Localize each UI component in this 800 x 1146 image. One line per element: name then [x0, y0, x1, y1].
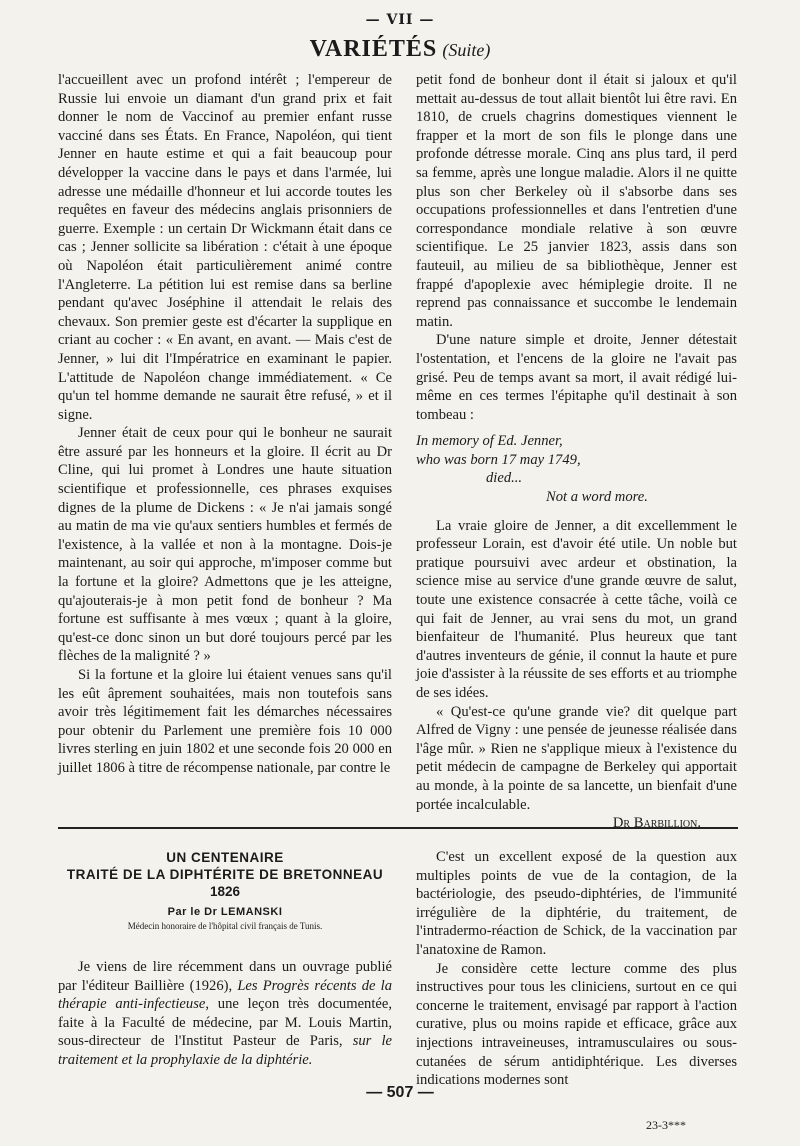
author-affiliation: Médecin honoraire de l'hôpital civil français de Tunis. — [127, 921, 323, 931]
article-year: 1826 — [209, 884, 241, 899]
article-heading — [58, 849, 392, 931]
paragraph: « Qu'est-ce qu'une grande vie? dit quelque part Alfred de Vigny : une pensée de jeunesse réalisée dans l'âge mûr. » Rien ne s'applique mieux à l'existence du petit médecin de campagne de Berkeley qui apportait au monde, à la pointe de sa lancette, un bienfait d'une portée incalculable. — [416, 703, 737, 813]
diphtheria-column-2 — [416, 848, 737, 1090]
article-title: TRAITÉ DE LA DIPHTÉRITE DE BRETONNEAU — [66, 867, 384, 882]
epitaph-line: died... — [486, 470, 523, 487]
paragraph: l'accueillent avec un profond intérêt ; l'empereur de Russie lui envoie un diamant d'un grand prix et fait donner le nom de Vaccinof au premier enfant russe vacciné dans ses États. En France, Napoléon, qui tient Jenner en haute estime et qui a fait beaucoup pour développer la vaccine dans le pays et dans l'armée, lui adresse une médaille d'honneur et lui accorde toutes les requêtes en faveur des médecins anglais prisonniers de guerre. Exemple : un certain Dr Wickmann était dans ce cas ; Jenner sollicite sa libération : c'était à une époque où Napoléon était particulièrement animé contre l'Angleterre. La pétition lui est remise dans sa berline pendant qu'avec Joséphine il attendait le relais des chevaux. Son premier geste est d'écarter la supplique en criant au cocher : « En avant, en avant. — Mais c'est de Jenner, » lui dit l'Impératrice en examinant le papier. L'attitude de Napoléon change immédiatement. « Ce qu'un tel homme demande ne saurait être refusé, » et il signe. — [58, 72, 392, 423]
article-kicker: UN CENTENAIRE — [166, 850, 284, 865]
paragraph: Si la fortune et la gloire lui étaient venues sans qu'il les eût âprement souhaitées, mais non toutefois sans avoir très légitimement fait les démarches nécessaires pour obtenir du Parlement une première fois 10 000 livres sterling en juin 1802 et une seconde fois 20 000 en juillet 1806 à titre de récompense nationale, par contre le — [58, 667, 392, 776]
lesson-topic: sur le traitement et la prophylaxie de la diphtérie. — [58, 1033, 392, 1068]
page-number: — 507 — — [366, 1084, 434, 1101]
article-author: Par le Dr LEMANSKI — [167, 906, 283, 918]
signature-mark: 23-3*** — [646, 1118, 686, 1132]
section-title-main: VARIÉTÉS — [309, 36, 438, 62]
paragraph — [58, 958, 392, 1070]
text-run: Je viens de lire récemment dans un ouvrage publié par l'éditeur Baillière (1926), — [58, 959, 392, 994]
epitaph-line: who was born 17 may 1749, — [416, 451, 581, 468]
book-title: Les Progrès récents de la thérapie anti-infectieuse — [58, 977, 392, 1013]
epitaph-line: In memory of Ed. Jenner, — [416, 433, 563, 450]
diphtheria-column-1 — [58, 958, 392, 1070]
section-title — [0, 36, 800, 63]
page-number-roman: — VII — — [365, 12, 435, 28]
text-run: , une leçon très documentée, faite à la Faculté de médecine, par M. Louis Martin, sous-directeur de l'Institut Pasteur de Paris, — [58, 996, 393, 1050]
paragraph: Je considère cette lecture comme des plus instructives pour tous les cliniciens, surtout en ce qui concerne le traitement, envisagé par rapport à l'action curative, plus ou moins rapide et efficace, grâce aux injections intraveineuses, intramusculaires ou sous-cutanées de sérum antidiphtérique. Les diverses indications modernes sont — [416, 960, 737, 1089]
jenner-column-2 — [416, 71, 737, 833]
paragraph: Jenner était de ceux pour qui le bonheur ne saurait être assuré par les honneurs et la gloire. Il écrit au Dr Cline, qui lui promet à Londres une haute situation scientifique et professionnelle, ces phrases exquises dignes de la plume de Dickens : « Je n'ai jamais songé au matin de ma vie qu'aux sentiers humbles et fermés de l'existence, à la vallée et non à la montagne. Dois-je maintenant, au soir qui approche, m'imposer comme but la fortune et la gloire? Admettons que je les atteigne, qu'ajouterais-je à mon petit fond de bonheur ? Ma fortune est suffisante à mes vœux ; quant à la gloire, qu'est-ce donc sinon un but doré toujours percé par les flèches de la malignité ? » — [58, 425, 392, 665]
epitaph — [416, 432, 737, 506]
paragraph: La vraie gloire de Jenner, a dit excellemment le professeur Lorain, est d'avoir été utile. Un noble but pratique poursuivi avec ardeur et obstination, la science mise au service d'une grande œuvre de salut, toute une existence consacrée à cette tâche, voilà ce qui fait de Jenner, au vrai sens du mot, un grand bienfaiteur de l'humanité. Plus heureux que tant d'autres inventeurs de génie, il connut la haute et pure joie d'assister à la réussite de ses efforts et au triomphe de ses idées. — [416, 517, 737, 701]
jenner-column-1 — [58, 71, 392, 778]
epitaph-line: Not a word more. — [546, 489, 648, 506]
paragraph: petit fond de bonheur dont il était si jaloux et qu'il mettait au-dessus de tout allait bientôt lui être ravi. En 1810, de cruels chagrins domestiques viennent le frapper et la mort de son fils le plonge dans une profonde détresse morale. Cinq ans plus tard, il perd sa femme, après une longue maladie. Alors il ne quitte plus son cher Berkeley où il s'absorbe dans ses occupations professionnelles et dans l'entretien d'une correspondance mondiale relative à son œuvre scientifique. Le 25 janvier 1823, assis dans son fauteuil, au milieu de sa bibliothèque, Jenner est frappé d'apoplexie avec hémiplegie droite. Il ne reprend pas connaissance et succombe le lendemain matin. — [416, 72, 737, 330]
author-signature: Dr Barbillion. — [612, 815, 701, 832]
section-title-suffix: (Suite) — [442, 40, 491, 60]
section-divider — [58, 827, 738, 829]
paragraph: C'est un excellent exposé de la question aux multiples points de vue de la contagion, de la bactériologie, des pseudo-diphtéries, de l'immunité irrégulière de la diphtérie, du traitement, de l'intradermo-réaction de Schick, de la vaccination par l'anatoxine de Ramon. — [416, 849, 737, 958]
paragraph: D'une nature simple et droite, Jenner détestait l'ostentation, et l'encens de la gloire ne l'avait pas grisé. Peu de temps avant sa mort, il avait rédigé lui-même en ces termes l'épitaphe qu'il destinait à son tombeau : — [416, 332, 737, 423]
